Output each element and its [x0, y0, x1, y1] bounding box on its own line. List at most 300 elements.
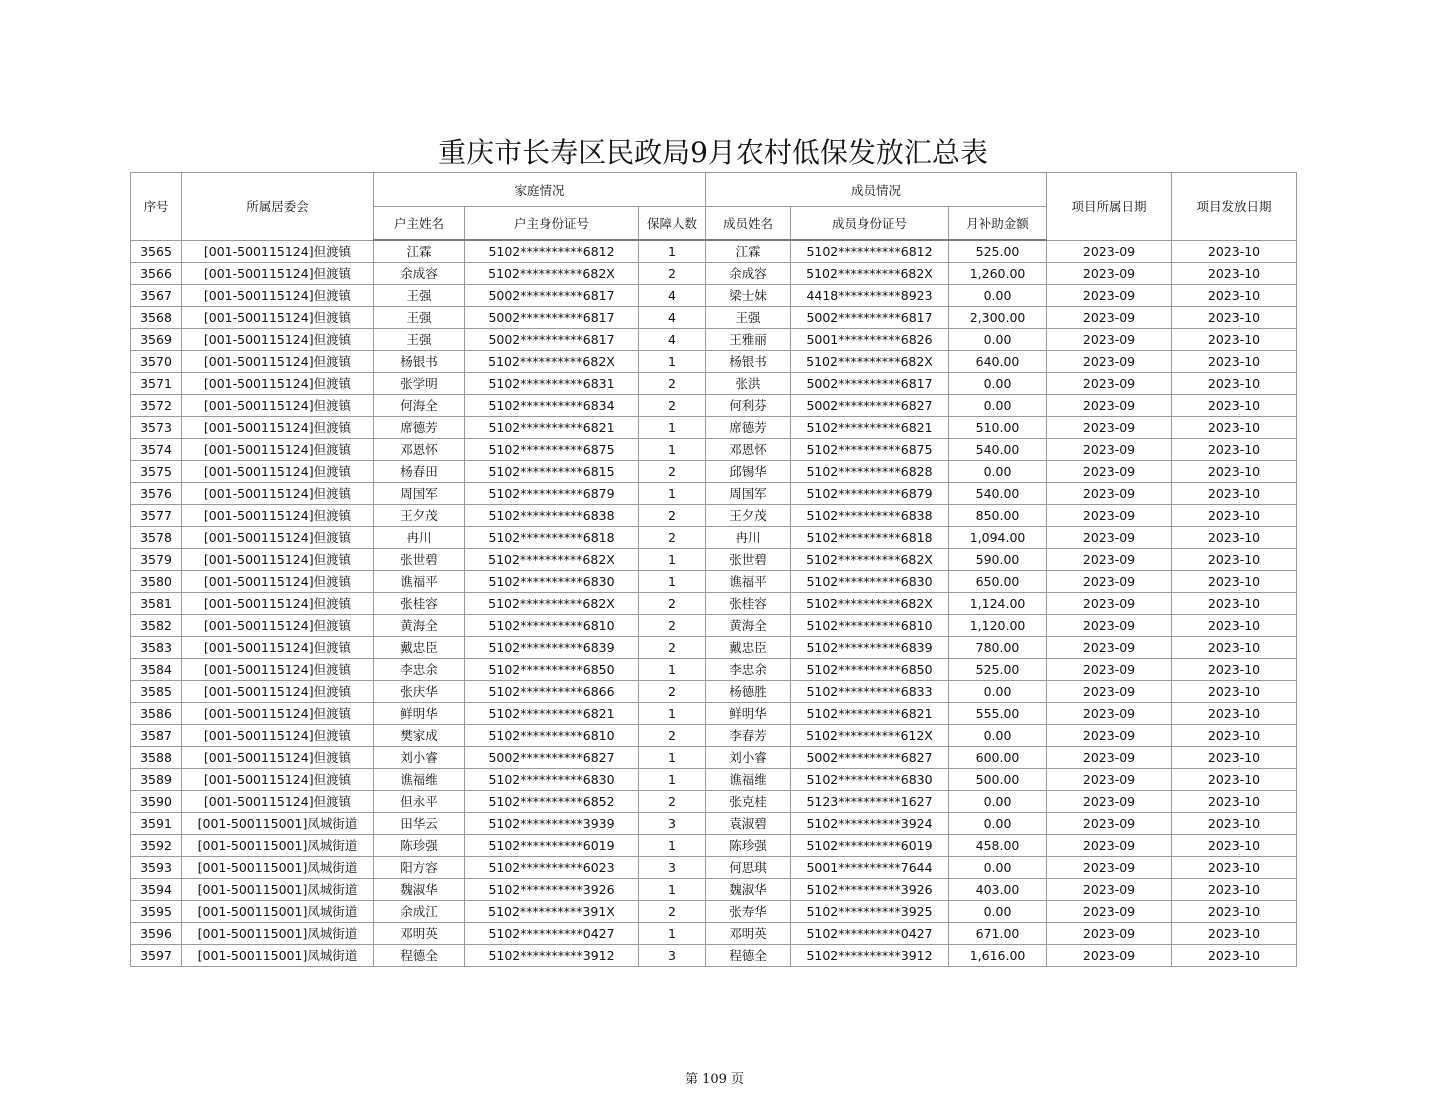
- head-name-cell: 余成容: [374, 263, 465, 285]
- issue-date-cell: 2023-10: [1172, 637, 1297, 659]
- seq-cell: 3587: [131, 725, 182, 747]
- committee-cell: [001-500115124]但渡镇: [182, 769, 374, 791]
- committee-cell: [001-500115124]但渡镇: [182, 527, 374, 549]
- monthly-amount-cell: 0.00: [949, 395, 1047, 417]
- member-id-cell: 5002**********6817: [791, 307, 949, 329]
- member-name-cell: 席德芳: [706, 417, 791, 439]
- monthly-amount-cell: 540.00: [949, 483, 1047, 505]
- project-period-cell: 2023-09: [1047, 571, 1172, 593]
- table-row: [131, 263, 1297, 285]
- monthly-amount-cell: 525.00: [949, 659, 1047, 681]
- table-row: [131, 769, 1297, 791]
- member-id-cell: 5102**********6830: [791, 769, 949, 791]
- committee-cell: [001-500115001]凤城街道: [182, 923, 374, 945]
- project-period-cell: 2023-09: [1047, 923, 1172, 945]
- seq-cell: 3591: [131, 813, 182, 835]
- member-name-cell: 江霖: [706, 240, 791, 263]
- table-row: [131, 681, 1297, 703]
- member-name-cell: 谯福平: [706, 571, 791, 593]
- committee-cell: [001-500115001]凤城街道: [182, 945, 374, 967]
- head-name-cell: 王强: [374, 285, 465, 307]
- head-id-cell: 5002**********6817: [465, 329, 639, 351]
- monthly-amount-cell: 458.00: [949, 835, 1047, 857]
- head-id-cell: 5102**********6019: [465, 835, 639, 857]
- covered-count-cell: 4: [639, 285, 706, 307]
- member-id-cell: 5102**********6875: [791, 439, 949, 461]
- head-id-cell: 5102**********6830: [465, 571, 639, 593]
- seq-cell: 3571: [131, 373, 182, 395]
- covered-count-cell: 2: [639, 725, 706, 747]
- monthly-amount-cell: 0.00: [949, 373, 1047, 395]
- covered-count-cell: 2: [639, 527, 706, 549]
- committee-cell: [001-500115124]但渡镇: [182, 351, 374, 373]
- table-row: [131, 835, 1297, 857]
- table-row: [131, 285, 1297, 307]
- header-member-id: 成员身份证号: [791, 207, 949, 241]
- project-period-cell: 2023-09: [1047, 505, 1172, 527]
- committee-cell: [001-500115124]但渡镇: [182, 659, 374, 681]
- issue-date-cell: 2023-10: [1172, 945, 1297, 967]
- committee-cell: [001-500115124]但渡镇: [182, 593, 374, 615]
- covered-count-cell: 4: [639, 307, 706, 329]
- head-name-cell: 邓明英: [374, 923, 465, 945]
- monthly-amount-cell: 0.00: [949, 813, 1047, 835]
- member-id-cell: 4418**********8923: [791, 285, 949, 307]
- covered-count-cell: 2: [639, 505, 706, 527]
- issue-date-cell: 2023-10: [1172, 879, 1297, 901]
- table-row: [131, 373, 1297, 395]
- covered-count-cell: 1: [639, 747, 706, 769]
- member-id-cell: 5001**********6826: [791, 329, 949, 351]
- member-id-cell: 5102**********3925: [791, 901, 949, 923]
- project-period-cell: 2023-09: [1047, 439, 1172, 461]
- head-name-cell: 田华云: [374, 813, 465, 835]
- monthly-amount-cell: 510.00: [949, 417, 1047, 439]
- header-committee: 所属居委会: [182, 173, 374, 241]
- monthly-amount-cell: 525.00: [949, 240, 1047, 263]
- head-name-cell: 席德芳: [374, 417, 465, 439]
- covered-count-cell: 1: [639, 923, 706, 945]
- seq-cell: 3595: [131, 901, 182, 923]
- covered-count-cell: 2: [639, 593, 706, 615]
- head-name-cell: 何海全: [374, 395, 465, 417]
- covered-count-cell: 1: [639, 659, 706, 681]
- head-name-cell: 樊家成: [374, 725, 465, 747]
- project-period-cell: 2023-09: [1047, 703, 1172, 725]
- project-period-cell: 2023-09: [1047, 307, 1172, 329]
- head-id-cell: 5102**********6839: [465, 637, 639, 659]
- header-head-name: 户主姓名: [374, 207, 465, 241]
- member-name-cell: 梁士妹: [706, 285, 791, 307]
- member-id-cell: 5102**********682X: [791, 263, 949, 285]
- member-id-cell: 5102**********6821: [791, 417, 949, 439]
- member-id-cell: 5102**********6833: [791, 681, 949, 703]
- issue-date-cell: 2023-10: [1172, 681, 1297, 703]
- head-name-cell: 魏淑华: [374, 879, 465, 901]
- issue-date-cell: 2023-10: [1172, 747, 1297, 769]
- head-id-cell: 5102**********6852: [465, 791, 639, 813]
- project-period-cell: 2023-09: [1047, 901, 1172, 923]
- committee-cell: [001-500115124]但渡镇: [182, 417, 374, 439]
- member-name-cell: 黄海全: [706, 615, 791, 637]
- seq-cell: 3574: [131, 439, 182, 461]
- member-id-cell: 5001**********7644: [791, 857, 949, 879]
- table-row: [131, 549, 1297, 571]
- seq-cell: 3576: [131, 483, 182, 505]
- head-id-cell: 5102**********3926: [465, 879, 639, 901]
- project-period-cell: 2023-09: [1047, 747, 1172, 769]
- member-id-cell: 5123**********1627: [791, 791, 949, 813]
- committee-cell: [001-500115124]但渡镇: [182, 725, 374, 747]
- member-id-cell: 5002**********6827: [791, 747, 949, 769]
- member-id-cell: 5102**********6839: [791, 637, 949, 659]
- head-id-cell: 5102**********3912: [465, 945, 639, 967]
- member-name-cell: 张洪: [706, 373, 791, 395]
- issue-date-cell: 2023-10: [1172, 329, 1297, 351]
- head-name-cell: 王夕茂: [374, 505, 465, 527]
- monthly-amount-cell: 500.00: [949, 769, 1047, 791]
- covered-count-cell: 1: [639, 417, 706, 439]
- member-id-cell: 5102**********6828: [791, 461, 949, 483]
- project-period-cell: 2023-09: [1047, 835, 1172, 857]
- head-id-cell: 5102**********6866: [465, 681, 639, 703]
- member-name-cell: 张桂容: [706, 593, 791, 615]
- head-name-cell: 但永平: [374, 791, 465, 813]
- monthly-amount-cell: 0.00: [949, 857, 1047, 879]
- committee-cell: [001-500115124]但渡镇: [182, 681, 374, 703]
- header-monthly-amount: 月补助金额: [949, 207, 1047, 241]
- head-name-cell: 谯福维: [374, 769, 465, 791]
- member-name-cell: 邱锡华: [706, 461, 791, 483]
- member-name-cell: 谯福维: [706, 769, 791, 791]
- covered-count-cell: 1: [639, 769, 706, 791]
- covered-count-cell: 2: [639, 373, 706, 395]
- member-id-cell: 5102**********6812: [791, 240, 949, 263]
- table-row: [131, 923, 1297, 945]
- member-name-cell: 邓恩怀: [706, 439, 791, 461]
- head-name-cell: 杨春田: [374, 461, 465, 483]
- member-name-cell: 何利芬: [706, 395, 791, 417]
- head-id-cell: 5102**********6875: [465, 439, 639, 461]
- head-name-cell: 陈珍强: [374, 835, 465, 857]
- member-id-cell: 5102**********6821: [791, 703, 949, 725]
- head-id-cell: 5102**********3939: [465, 813, 639, 835]
- project-period-cell: 2023-09: [1047, 240, 1172, 263]
- table-row: [131, 505, 1297, 527]
- committee-cell: [001-500115001]凤城街道: [182, 813, 374, 835]
- project-period-cell: 2023-09: [1047, 659, 1172, 681]
- issue-date-cell: 2023-10: [1172, 615, 1297, 637]
- table-row: [131, 791, 1297, 813]
- head-name-cell: 杨银书: [374, 351, 465, 373]
- table-row: [131, 307, 1297, 329]
- table-row: [131, 879, 1297, 901]
- head-id-cell: 5102**********6821: [465, 703, 639, 725]
- covered-count-cell: 2: [639, 791, 706, 813]
- head-id-cell: 5102**********6821: [465, 417, 639, 439]
- head-id-cell: 5102**********6818: [465, 527, 639, 549]
- header-issue-date: 项目发放日期: [1172, 173, 1297, 241]
- table-row: [131, 637, 1297, 659]
- member-id-cell: 5102**********6879: [791, 483, 949, 505]
- committee-cell: [001-500115124]但渡镇: [182, 483, 374, 505]
- seq-cell: 3584: [131, 659, 182, 681]
- head-id-cell: 5102**********6838: [465, 505, 639, 527]
- member-name-cell: 周国军: [706, 483, 791, 505]
- covered-count-cell: 1: [639, 835, 706, 857]
- project-period-cell: 2023-09: [1047, 263, 1172, 285]
- member-id-cell: 5102**********3926: [791, 879, 949, 901]
- monthly-amount-cell: 0.00: [949, 901, 1047, 923]
- issue-date-cell: 2023-10: [1172, 725, 1297, 747]
- committee-cell: [001-500115124]但渡镇: [182, 439, 374, 461]
- issue-date-cell: 2023-10: [1172, 527, 1297, 549]
- page-title: 重庆市长寿区民政局9月农村低保发放汇总表: [438, 136, 988, 169]
- covered-count-cell: 2: [639, 263, 706, 285]
- member-name-cell: 邓明英: [706, 923, 791, 945]
- issue-date-cell: 2023-10: [1172, 659, 1297, 681]
- member-id-cell: 5102**********6830: [791, 571, 949, 593]
- issue-date-cell: 2023-10: [1172, 549, 1297, 571]
- covered-count-cell: 2: [639, 681, 706, 703]
- member-name-cell: 张世碧: [706, 549, 791, 571]
- issue-date-cell: 2023-10: [1172, 571, 1297, 593]
- committee-cell: [001-500115124]但渡镇: [182, 395, 374, 417]
- project-period-cell: 2023-09: [1047, 373, 1172, 395]
- member-id-cell: 5002**********6827: [791, 395, 949, 417]
- covered-count-cell: 2: [639, 395, 706, 417]
- table-row: [131, 725, 1297, 747]
- seq-cell: 3583: [131, 637, 182, 659]
- seq-cell: 3590: [131, 791, 182, 813]
- table-row: [131, 747, 1297, 769]
- table-row: [131, 857, 1297, 879]
- issue-date-cell: 2023-10: [1172, 593, 1297, 615]
- head-name-cell: 江霖: [374, 240, 465, 263]
- issue-date-cell: 2023-10: [1172, 857, 1297, 879]
- monthly-amount-cell: 600.00: [949, 747, 1047, 769]
- table-row: [131, 483, 1297, 505]
- project-period-cell: 2023-09: [1047, 329, 1172, 351]
- head-name-cell: 鲜明华: [374, 703, 465, 725]
- member-id-cell: 5102**********612X: [791, 725, 949, 747]
- committee-cell: [001-500115124]但渡镇: [182, 307, 374, 329]
- issue-date-cell: 2023-10: [1172, 285, 1297, 307]
- seq-cell: 3589: [131, 769, 182, 791]
- seq-cell: 3567: [131, 285, 182, 307]
- committee-cell: [001-500115124]但渡镇: [182, 571, 374, 593]
- issue-date-cell: 2023-10: [1172, 901, 1297, 923]
- covered-count-cell: 1: [639, 549, 706, 571]
- table-row: [131, 329, 1297, 351]
- seq-cell: 3565: [131, 240, 182, 263]
- member-id-cell: 5102**********0427: [791, 923, 949, 945]
- head-id-cell: 5102**********6834: [465, 395, 639, 417]
- header-member-name: 成员姓名: [706, 207, 791, 241]
- head-id-cell: 5102**********682X: [465, 549, 639, 571]
- project-period-cell: 2023-09: [1047, 527, 1172, 549]
- committee-cell: [001-500115124]但渡镇: [182, 285, 374, 307]
- member-name-cell: 戴忠臣: [706, 637, 791, 659]
- issue-date-cell: 2023-10: [1172, 351, 1297, 373]
- committee-cell: [001-500115124]但渡镇: [182, 703, 374, 725]
- covered-count-cell: 1: [639, 703, 706, 725]
- header-seq: 序号: [131, 173, 182, 241]
- committee-cell: [001-500115124]但渡镇: [182, 505, 374, 527]
- seq-cell: 3573: [131, 417, 182, 439]
- committee-cell: [001-500115124]但渡镇: [182, 637, 374, 659]
- monthly-amount-cell: 850.00: [949, 505, 1047, 527]
- member-id-cell: 5102**********6019: [791, 835, 949, 857]
- head-id-cell: 5102**********6879: [465, 483, 639, 505]
- monthly-amount-cell: 1,124.00: [949, 593, 1047, 615]
- head-name-cell: 张庆华: [374, 681, 465, 703]
- head-id-cell: 5102**********6850: [465, 659, 639, 681]
- head-id-cell: 5102**********391X: [465, 901, 639, 923]
- committee-cell: [001-500115124]但渡镇: [182, 329, 374, 351]
- covered-count-cell: 2: [639, 615, 706, 637]
- project-period-cell: 2023-09: [1047, 725, 1172, 747]
- project-period-cell: 2023-09: [1047, 681, 1172, 703]
- member-name-cell: 冉川: [706, 527, 791, 549]
- seq-cell: 3572: [131, 395, 182, 417]
- member-id-cell: 5102**********682X: [791, 549, 949, 571]
- head-name-cell: 黄海全: [374, 615, 465, 637]
- covered-count-cell: 1: [639, 571, 706, 593]
- issue-date-cell: 2023-10: [1172, 505, 1297, 527]
- project-period-cell: 2023-09: [1047, 769, 1172, 791]
- monthly-amount-cell: 1,260.00: [949, 263, 1047, 285]
- issue-date-cell: 2023-10: [1172, 703, 1297, 725]
- seq-cell: 3579: [131, 549, 182, 571]
- seq-cell: 3594: [131, 879, 182, 901]
- table-row: [131, 417, 1297, 439]
- seq-cell: 3588: [131, 747, 182, 769]
- covered-count-cell: 4: [639, 329, 706, 351]
- monthly-amount-cell: 555.00: [949, 703, 1047, 725]
- monthly-amount-cell: 0.00: [949, 285, 1047, 307]
- committee-cell: [001-500115124]但渡镇: [182, 747, 374, 769]
- member-name-cell: 王雅丽: [706, 329, 791, 351]
- table-row: [131, 571, 1297, 593]
- project-period-cell: 2023-09: [1047, 285, 1172, 307]
- head-id-cell: 5102**********6830: [465, 769, 639, 791]
- monthly-amount-cell: 2,300.00: [949, 307, 1047, 329]
- committee-cell: [001-500115001]凤城街道: [182, 857, 374, 879]
- issue-date-cell: 2023-10: [1172, 813, 1297, 835]
- member-name-cell: 张克桂: [706, 791, 791, 813]
- project-period-cell: 2023-09: [1047, 461, 1172, 483]
- monthly-amount-cell: 1,616.00: [949, 945, 1047, 967]
- committee-cell: [001-500115124]但渡镇: [182, 549, 374, 571]
- member-name-cell: 程德全: [706, 945, 791, 967]
- monthly-amount-cell: 590.00: [949, 549, 1047, 571]
- table-row: [131, 240, 1297, 263]
- table-row: [131, 615, 1297, 637]
- table-header: [131, 173, 1297, 241]
- covered-count-cell: 1: [639, 879, 706, 901]
- committee-cell: [001-500115124]但渡镇: [182, 373, 374, 395]
- member-id-cell: 5102**********3912: [791, 945, 949, 967]
- seq-cell: 3596: [131, 923, 182, 945]
- header-head-id: 户主身份证号: [465, 207, 639, 241]
- head-name-cell: 冉川: [374, 527, 465, 549]
- covered-count-cell: 3: [639, 857, 706, 879]
- member-name-cell: 刘小睿: [706, 747, 791, 769]
- head-name-cell: 李忠余: [374, 659, 465, 681]
- member-name-cell: 杨银书: [706, 351, 791, 373]
- member-name-cell: 何思琪: [706, 857, 791, 879]
- project-period-cell: 2023-09: [1047, 879, 1172, 901]
- monthly-amount-cell: 780.00: [949, 637, 1047, 659]
- issue-date-cell: 2023-10: [1172, 307, 1297, 329]
- header-member-group: 成员情况: [706, 173, 1047, 207]
- table-row: [131, 351, 1297, 373]
- head-name-cell: 阳方容: [374, 857, 465, 879]
- committee-cell: [001-500115124]但渡镇: [182, 791, 374, 813]
- seq-cell: 3593: [131, 857, 182, 879]
- seq-cell: 3575: [131, 461, 182, 483]
- monthly-amount-cell: 671.00: [949, 923, 1047, 945]
- committee-cell: [001-500115001]凤城街道: [182, 901, 374, 923]
- monthly-amount-cell: 0.00: [949, 725, 1047, 747]
- monthly-amount-cell: 0.00: [949, 461, 1047, 483]
- head-name-cell: 王强: [374, 329, 465, 351]
- issue-date-cell: 2023-10: [1172, 263, 1297, 285]
- committee-cell: [001-500115124]但渡镇: [182, 263, 374, 285]
- seq-cell: 3581: [131, 593, 182, 615]
- issue-date-cell: 2023-10: [1172, 461, 1297, 483]
- member-name-cell: 王夕茂: [706, 505, 791, 527]
- table-row: [131, 395, 1297, 417]
- member-name-cell: 李春芳: [706, 725, 791, 747]
- head-id-cell: 5102**********0427: [465, 923, 639, 945]
- issue-date-cell: 2023-10: [1172, 240, 1297, 263]
- seq-cell: 3566: [131, 263, 182, 285]
- issue-date-cell: 2023-10: [1172, 835, 1297, 857]
- member-id-cell: 5102**********6850: [791, 659, 949, 681]
- table-row: [131, 439, 1297, 461]
- table-row: [131, 527, 1297, 549]
- member-name-cell: 杨德胜: [706, 681, 791, 703]
- head-id-cell: 5102**********6831: [465, 373, 639, 395]
- header-family-group: 家庭情况: [374, 173, 706, 207]
- monthly-amount-cell: 0.00: [949, 791, 1047, 813]
- covered-count-cell: 1: [639, 439, 706, 461]
- head-id-cell: 5102**********6810: [465, 725, 639, 747]
- project-period-cell: 2023-09: [1047, 791, 1172, 813]
- issue-date-cell: 2023-10: [1172, 923, 1297, 945]
- committee-cell: [001-500115124]但渡镇: [182, 240, 374, 263]
- member-name-cell: 张寿华: [706, 901, 791, 923]
- issue-date-cell: 2023-10: [1172, 439, 1297, 461]
- table-row: [131, 461, 1297, 483]
- member-id-cell: 5002**********6817: [791, 373, 949, 395]
- project-period-cell: 2023-09: [1047, 615, 1172, 637]
- project-period-cell: 2023-09: [1047, 351, 1172, 373]
- head-id-cell: 5102**********682X: [465, 593, 639, 615]
- committee-cell: [001-500115001]凤城街道: [182, 879, 374, 901]
- member-id-cell: 5102**********682X: [791, 351, 949, 373]
- seq-cell: 3577: [131, 505, 182, 527]
- project-period-cell: 2023-09: [1047, 395, 1172, 417]
- header-covered-count: 保障人数: [639, 207, 706, 241]
- project-period-cell: 2023-09: [1047, 857, 1172, 879]
- allowance-table: [130, 172, 1297, 967]
- head-id-cell: 5002**********6817: [465, 307, 639, 329]
- head-name-cell: 张桂容: [374, 593, 465, 615]
- member-name-cell: 鲜明华: [706, 703, 791, 725]
